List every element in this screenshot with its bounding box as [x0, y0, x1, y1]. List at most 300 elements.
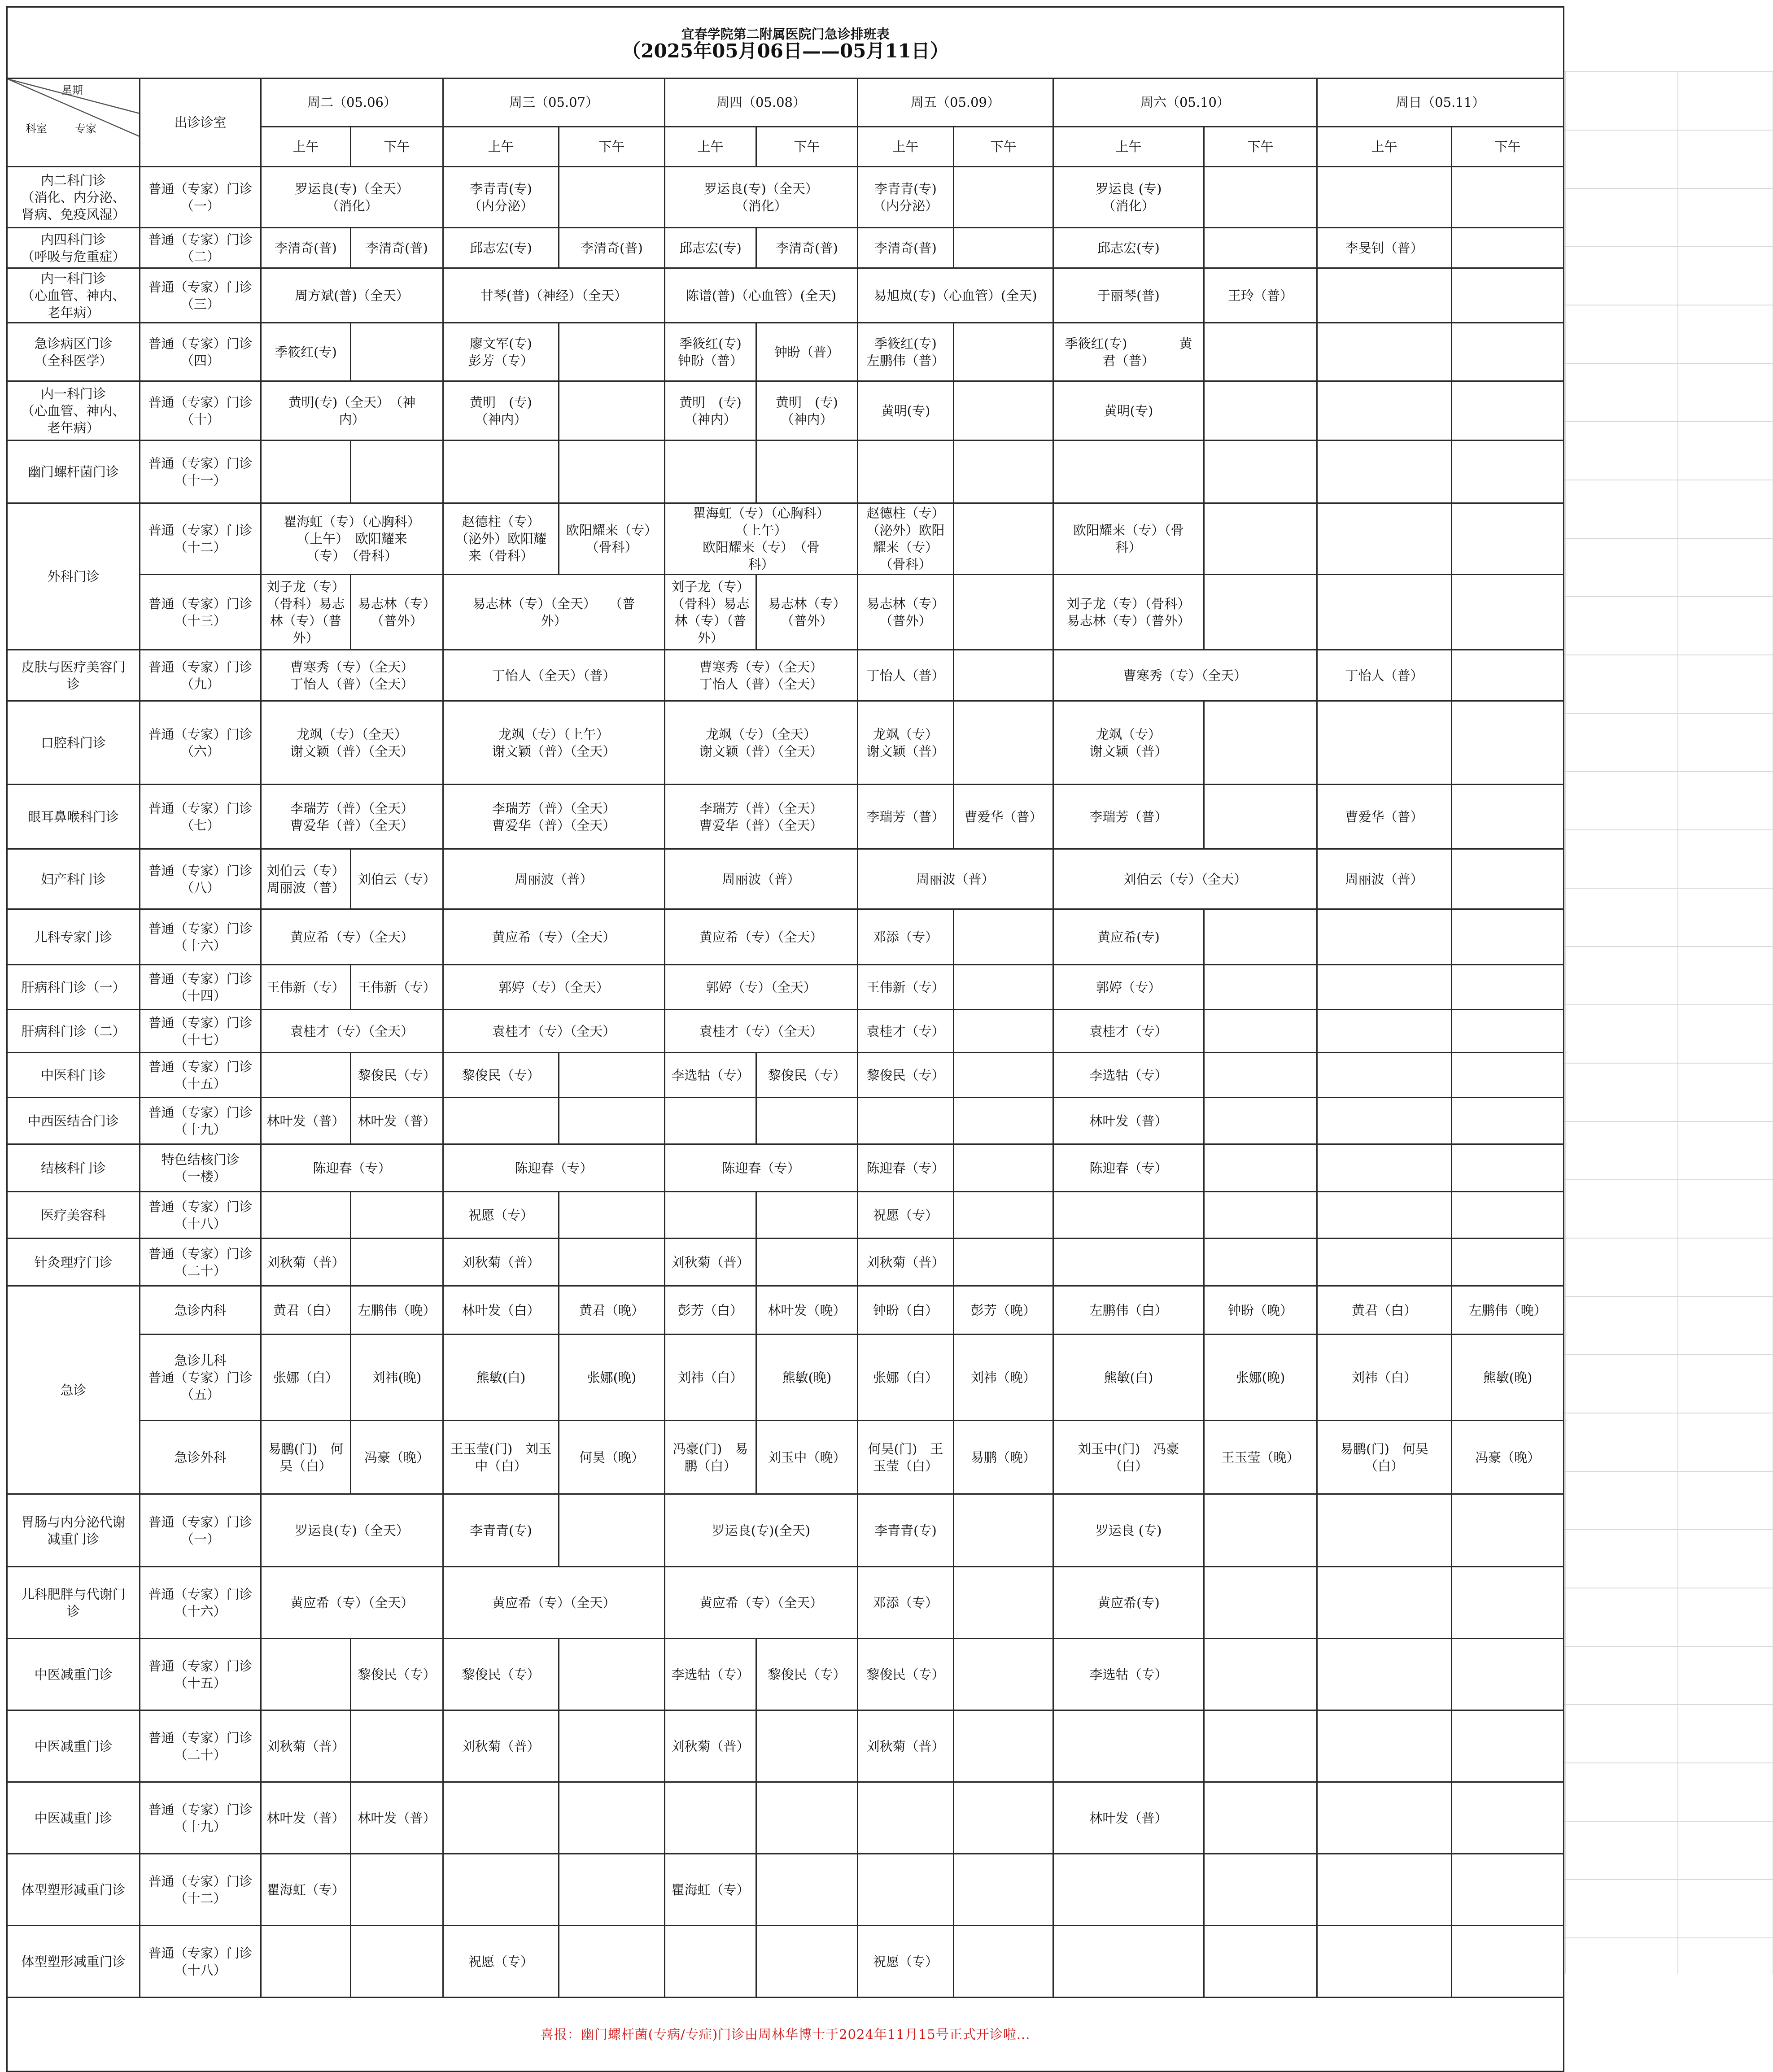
schedule-cell: 林叶发（普）	[261, 1782, 351, 1854]
schedule-cell	[443, 1098, 559, 1144]
room-cell: 普通（专家）门诊 （十九）	[140, 1782, 261, 1854]
schedule-cell: 李清奇(普)	[756, 228, 858, 268]
schedule-cell: 林叶发（普）	[1053, 1098, 1204, 1144]
schedule-cell	[1452, 1010, 1564, 1053]
schedule-cell: 彭芳（白）	[665, 1286, 756, 1335]
dept-cell: 中西医结合门诊	[7, 1098, 140, 1144]
schedule-cell	[665, 441, 756, 503]
table-row	[7, 1098, 1564, 1144]
schedule-cell	[1452, 785, 1564, 849]
schedule-cell: 陈迎春（专）	[443, 1144, 665, 1192]
schedule-cell	[1204, 1926, 1317, 1998]
schedule-cell	[954, 1782, 1053, 1854]
schedule-cell: 罗运良(专)(全天)	[665, 1494, 858, 1567]
schedule-cell	[1452, 1710, 1564, 1782]
schedule-cell: 易志林（专） （普外）	[858, 575, 954, 650]
schedule-cell	[1452, 323, 1564, 381]
schedule-cell	[1204, 441, 1317, 503]
schedule-cell	[261, 1053, 351, 1098]
table-row	[7, 1053, 1564, 1098]
schedule-cell: 林叶发（晚）	[756, 1286, 858, 1335]
table-row	[7, 575, 1564, 650]
schedule-cell: 黎俊民（专）	[858, 1639, 954, 1710]
schedule-cell: 林叶发（普）	[261, 1098, 351, 1144]
table-row	[7, 1782, 1564, 1854]
schedule-cell: 刘伯云（专）（全天）	[1053, 849, 1317, 909]
schedule-cell	[1317, 1854, 1452, 1926]
schedule-cell	[954, 1098, 1053, 1144]
table-row	[7, 441, 1564, 503]
table-row	[7, 323, 1564, 381]
schedule-cell	[1204, 381, 1317, 441]
schedule-cell: 李清奇(普)	[858, 228, 954, 268]
schedule-cell: 龙飒（专）（上午） 谢文颖（普）（全天）	[443, 701, 665, 785]
schedule-cell: 黄君（白）	[261, 1286, 351, 1335]
schedule-cell	[1204, 575, 1317, 650]
schedule-cell: 黄明 (专) （神内）	[665, 381, 756, 441]
schedule-cell	[665, 1098, 756, 1144]
schedule-cell: 曹寒秀（专）（全天） 丁怡人（普）（全天）	[665, 650, 858, 701]
schedule-cell: 刘秋菊（普）	[443, 1710, 559, 1782]
schedule-cell: 邱志宏(专)	[443, 228, 559, 268]
table-row	[7, 1710, 1564, 1782]
schedule-cell: 郭婷（专）	[1053, 965, 1204, 1010]
dept-cell: 外科门诊	[7, 503, 140, 650]
dept-cell: 体型塑形减重门诊	[7, 1926, 140, 1998]
schedule-cell	[559, 1239, 665, 1286]
schedule-cell	[351, 1710, 443, 1782]
schedule-cell: 黄明(专)（全天） （神 内）	[261, 381, 443, 441]
schedule-cell	[1452, 268, 1564, 323]
table-row	[7, 965, 1564, 1010]
schedule-cell	[1452, 849, 1564, 909]
schedule-cell: 周丽波（普）	[1317, 849, 1452, 909]
schedule-cell: 郭婷（专）（全天）	[443, 965, 665, 1010]
schedule-cell: 罗运良 (专)	[1053, 1494, 1204, 1567]
schedule-cell: 丁怡人（普）	[1317, 650, 1452, 701]
schedule-cell	[1452, 503, 1564, 575]
schedule-cell	[559, 1639, 665, 1710]
schedule-cell: 王玲（普）	[1204, 268, 1317, 323]
schedule-cell	[1204, 1854, 1317, 1926]
room-cell: 普通（专家）门诊 （三）	[140, 268, 261, 323]
schedule-cell	[954, 1567, 1053, 1639]
schedule-cell: 左鹏伟（晚）	[1452, 1286, 1564, 1335]
schedule-cell	[954, 1710, 1053, 1782]
schedule-cell: 刘祎（晚）	[954, 1335, 1053, 1421]
schedule-cell: 李青青(专) （内分泌）	[858, 167, 954, 228]
schedule-cell: 刘子龙（专） （骨科）易志 林（专）（普 外）	[261, 575, 351, 650]
table-row	[7, 381, 1564, 441]
schedule-cell	[1204, 503, 1317, 575]
schedule-cell	[954, 909, 1053, 965]
schedule-cell: 龙飒（专） 谢文颖（普）	[1053, 701, 1204, 785]
schedule-cell: 袁桂才（专）	[858, 1010, 954, 1053]
schedule-cell: 易旭岚(专)（心血管）(全天)	[858, 268, 1053, 323]
schedule-cell	[261, 1639, 351, 1710]
schedule-cell: 李清奇(普)	[559, 228, 665, 268]
schedule-cell: 周方斌(普)（全天）	[261, 268, 443, 323]
table-row	[7, 1192, 1564, 1239]
table-row	[7, 1494, 1564, 1567]
table-row	[7, 1854, 1564, 1926]
schedule-cell	[1204, 1494, 1317, 1567]
schedule-cell	[443, 1782, 559, 1854]
schedule-cell	[954, 503, 1053, 575]
schedule-cell: 季筱红(专) 黄 君（普）	[1053, 323, 1204, 381]
table-row	[7, 701, 1564, 785]
dept-cell: 妇产科门诊	[7, 849, 140, 909]
schedule-cell	[1204, 1192, 1317, 1239]
schedule-cell: 欧阳耀来（专） （骨科）	[559, 503, 665, 575]
schedule-cell	[954, 441, 1053, 503]
schedule-cell	[1317, 1053, 1452, 1098]
title-line1: 宜春学院第二附属医院门急诊排班表	[681, 26, 890, 42]
schedule-cell	[1317, 1192, 1452, 1239]
schedule-cell	[1204, 1639, 1317, 1710]
dept-cell: 急诊病区门诊 （全科医学）	[7, 323, 140, 381]
table-row	[7, 909, 1564, 965]
schedule-cell: 钟盼（普）	[756, 323, 858, 381]
table-row	[7, 1010, 1564, 1053]
schedule-cell	[1452, 381, 1564, 441]
schedule-cell: 袁桂才（专）（全天）	[443, 1010, 665, 1053]
room-cell: 普通（专家）门诊 （二）	[140, 228, 261, 268]
schedule-cell: 郭婷（专）（全天）	[665, 965, 858, 1010]
schedule-cell: 刘玉中（晚）	[756, 1421, 858, 1494]
schedule-cell: 李选牯（专）	[665, 1053, 756, 1098]
schedule-cell: 冯豪（晚）	[351, 1421, 443, 1494]
schedule-cell	[1452, 1239, 1564, 1286]
schedule-sheet	[6, 6, 1563, 2072]
schedule-cell: 黄应希(专)	[1053, 1567, 1204, 1639]
pm-header: 下午	[954, 127, 1053, 166]
schedule-cell	[1452, 1782, 1564, 1854]
schedule-table	[6, 6, 1564, 2072]
schedule-cell	[559, 1782, 665, 1854]
schedule-cell: 何昊（晚）	[559, 1421, 665, 1494]
schedule-cell: 李瑞芳（普）（全天） 曹爱华（普）（全天）	[665, 785, 858, 849]
schedule-cell	[351, 1239, 443, 1286]
schedule-cell: 刘伯云（专） 周丽波（普）	[261, 849, 351, 909]
dept-cell: 幽门螺杆菌门诊	[7, 441, 140, 503]
schedule-cell	[1317, 1782, 1452, 1854]
room-cell: 普通（专家）门诊 （二十）	[140, 1710, 261, 1782]
schedule-cell	[261, 1926, 351, 1998]
schedule-cell	[1053, 1192, 1204, 1239]
room-cell: 普通（专家）门诊 （七）	[140, 785, 261, 849]
schedule-cell	[1204, 1053, 1317, 1098]
schedule-cell: 熊敏(晚)	[756, 1335, 858, 1421]
schedule-cell: 李青青(专) （内分泌）	[443, 167, 559, 228]
schedule-cell: 曹寒秀（专）（全天） 丁怡人（普）（全天）	[261, 650, 443, 701]
schedule-cell	[559, 1192, 665, 1239]
schedule-cell: 刘秋菊（普）	[858, 1239, 954, 1286]
schedule-cell: 刘玉中(门) 冯豪 （白）	[1053, 1421, 1204, 1494]
schedule-cell	[756, 1782, 858, 1854]
schedule-cell: 易志林（专） （普外）	[351, 575, 443, 650]
schedule-cell: 林叶发（普）	[1053, 1782, 1204, 1854]
schedule-cell: 黄应希（专）（全天）	[443, 1567, 665, 1639]
room-cell: 普通（专家）门诊 （十）	[140, 381, 261, 441]
schedule-cell	[261, 441, 351, 503]
schedule-cell	[1317, 1010, 1452, 1053]
schedule-cell: 龙飒（专）（全天） 谢文颖（普）（全天）	[665, 701, 858, 785]
am-header: 上午	[665, 127, 756, 166]
schedule-cell	[954, 1494, 1053, 1567]
schedule-cell: 冯豪(门) 易 鹏（白）	[665, 1421, 756, 1494]
room-cell: 普通（专家）门诊 （一）	[140, 1494, 261, 1567]
dept-cell: 儿科肥胖与代谢门 诊	[7, 1567, 140, 1639]
room-cell: 普通（专家）门诊 （八）	[140, 849, 261, 909]
schedule-cell: 李旻钊（普）	[1317, 228, 1452, 268]
schedule-cell	[954, 381, 1053, 441]
schedule-cell	[559, 1494, 665, 1567]
schedule-cell: 罗运良(专)（全天）	[261, 1494, 443, 1567]
schedule-cell	[1204, 785, 1317, 849]
schedule-cell: 赵德柱（专） （泌外）欧阳 耀来（专） （骨科）	[858, 503, 954, 575]
room-cell: 普通（专家）门诊 （十一）	[140, 441, 261, 503]
schedule-cell: 左鹏伟（晚）	[351, 1286, 443, 1335]
table-row	[7, 1567, 1564, 1639]
schedule-cell	[1317, 965, 1452, 1010]
schedule-cell: 张娜(晚)	[1204, 1335, 1317, 1421]
pm-header: 下午	[756, 127, 858, 166]
schedule-cell: 彭芳（晚）	[954, 1286, 1053, 1335]
schedule-cell	[1204, 1098, 1317, 1144]
dept-cell: 内二科门诊 （消化、内分泌、 肾病、免疫风湿）	[7, 167, 140, 228]
schedule-cell: 邱志宏(专)	[665, 228, 756, 268]
schedule-cell: 龙飒（专） 谢文颖（普）	[858, 701, 954, 785]
dept-cell: 中医减重门诊	[7, 1782, 140, 1854]
schedule-cell: 曹爱华（普）	[954, 785, 1053, 849]
schedule-cell: 祝愿（专）	[858, 1192, 954, 1239]
dept-cell: 内四科门诊 （呼吸与危重症）	[7, 228, 140, 268]
schedule-cell	[443, 441, 559, 503]
schedule-cell: 黄明 (专) （神内）	[756, 381, 858, 441]
room-cell: 普通（专家）门诊 （一）	[140, 167, 261, 228]
schedule-cell	[1204, 228, 1317, 268]
schedule-cell	[1053, 1239, 1204, 1286]
schedule-cell: 丁怡人（全天）（普）	[443, 650, 665, 701]
schedule-cell: 刘秋菊（普）	[665, 1710, 756, 1782]
schedule-cell: 黎俊民（专）	[756, 1639, 858, 1710]
schedule-cell: 瞿海虹（专）（心胸科） （上午） 欧阳耀来（专） （骨 科）	[665, 503, 858, 575]
schedule-cell: 季筱红(专) 左鹏伟（普）	[858, 323, 954, 381]
schedule-cell	[559, 1854, 665, 1926]
room-cell: 普通（专家）门诊 （十二）	[140, 1854, 261, 1926]
schedule-cell: 熊敏(白)	[443, 1335, 559, 1421]
schedule-cell: 丁怡人（普）	[858, 650, 954, 701]
schedule-cell	[665, 1926, 756, 1998]
schedule-cell: 黄君（白）	[1317, 1286, 1452, 1335]
dept-cell: 医疗美容科	[7, 1192, 140, 1239]
schedule-cell	[1317, 167, 1452, 228]
dept-cell: 针灸理疗门诊	[7, 1239, 140, 1286]
schedule-cell	[954, 228, 1053, 268]
schedule-cell	[756, 441, 858, 503]
schedule-cell: 黄明 (专) （神内）	[443, 381, 559, 441]
day-header-sat: 周六（05.10）	[1053, 79, 1317, 127]
schedule-cell	[1452, 228, 1564, 268]
schedule-cell	[1452, 167, 1564, 228]
schedule-cell	[756, 1854, 858, 1926]
schedule-cell	[1317, 701, 1452, 785]
table-row	[7, 1286, 1564, 1335]
schedule-cell	[1317, 381, 1452, 441]
schedule-cell: 陈迎春（专）	[1053, 1144, 1204, 1192]
schedule-cell	[1452, 701, 1564, 785]
schedule-cell: 李选牯（专）	[1053, 1053, 1204, 1098]
schedule-cell	[443, 1854, 559, 1926]
schedule-cell: 刘祎（白）	[1317, 1335, 1452, 1421]
schedule-cell	[1317, 441, 1452, 503]
schedule-cell: 黄应希（专）（全天）	[261, 909, 443, 965]
room-header: 出诊诊室	[140, 79, 261, 167]
dept-cell: 结核科门诊	[7, 1144, 140, 1192]
schedule-cell: 张娜(晚)	[559, 1335, 665, 1421]
schedule-cell: 冯豪（晚）	[1452, 1421, 1564, 1494]
schedule-cell	[1053, 1926, 1204, 1998]
schedule-cell: 袁桂才（专）	[1053, 1010, 1204, 1053]
am-header: 上午	[1053, 127, 1204, 166]
schedule-cell: 祝愿（专）	[858, 1926, 954, 1998]
schedule-cell	[1317, 323, 1452, 381]
schedule-cell	[1053, 1710, 1204, 1782]
schedule-cell: 王伟新（专）	[261, 965, 351, 1010]
schedule-cell	[1053, 441, 1204, 503]
schedule-cell: 易鹏（晚）	[954, 1421, 1053, 1494]
schedule-cell	[559, 381, 665, 441]
schedule-cell	[1204, 167, 1317, 228]
schedule-cell	[954, 1639, 1053, 1710]
am-header: 上午	[858, 127, 954, 166]
schedule-cell	[756, 1239, 858, 1286]
schedule-cell: 易志林（专）（全天） （普 外）	[443, 575, 665, 650]
schedule-cell: 黄应希（专）（全天）	[261, 1567, 443, 1639]
schedule-cell: 李青青(专)	[443, 1494, 559, 1567]
schedule-cell: 黄应希(专)	[1053, 909, 1204, 965]
schedule-cell	[1452, 1494, 1564, 1567]
schedule-cell: 龙飒（专）（全天） 谢文颖（普）（全天）	[261, 701, 443, 785]
day-header-tue: 周二（05.06）	[261, 79, 443, 127]
dept-cell: 中医减重门诊	[7, 1710, 140, 1782]
schedule-cell	[954, 1053, 1053, 1098]
schedule-cell	[954, 1854, 1053, 1926]
schedule-cell: 周丽波（普）	[443, 849, 665, 909]
schedule-cell	[954, 1239, 1053, 1286]
am-header: 上午	[261, 127, 351, 166]
schedule-cell: 刘秋菊（普）	[858, 1710, 954, 1782]
schedule-cell	[1317, 1710, 1452, 1782]
schedule-cell	[756, 1926, 858, 1998]
schedule-cell	[1204, 1782, 1317, 1854]
schedule-cell: 周丽波（普）	[665, 849, 858, 909]
schedule-cell	[665, 1782, 756, 1854]
schedule-cell: 黎俊民（专）	[351, 1639, 443, 1710]
schedule-cell	[954, 965, 1053, 1010]
room-cell: 普通（专家）门诊 （十九）	[140, 1098, 261, 1144]
day-header-thu: 周四（05.08）	[665, 79, 858, 127]
schedule-cell: 邓添（专）	[858, 1567, 954, 1639]
table-row	[7, 785, 1564, 849]
schedule-cell	[954, 1144, 1053, 1192]
title-date-range: （2025年05月06日——05月11日）	[622, 40, 949, 62]
schedule-cell	[559, 1053, 665, 1098]
schedule-cell: 王玉莹(门) 刘玉 中（白）	[443, 1421, 559, 1494]
schedule-cell	[1452, 575, 1564, 650]
schedule-cell	[1452, 441, 1564, 503]
schedule-cell: 陈迎春（专）	[858, 1144, 954, 1192]
schedule-cell	[1317, 1144, 1452, 1192]
day-header-sun: 周日（05.11）	[1317, 79, 1564, 127]
schedule-cell: 罗运良(专)（全天） （消化）	[665, 167, 858, 228]
schedule-cell	[858, 1854, 954, 1926]
dept-cell: 口腔科门诊	[7, 701, 140, 785]
schedule-cell: 季筱红(专)	[261, 323, 351, 381]
table-row	[7, 503, 1564, 575]
table-row	[7, 1144, 1564, 1192]
schedule-cell: 刘子龙（专） （骨科）易志 林（专）（普 外）	[665, 575, 756, 650]
schedule-cell: 陈谱(普)（心血管）(全天)	[665, 268, 858, 323]
schedule-cell: 罗运良 (专) （消化）	[1053, 167, 1204, 228]
schedule-cell	[858, 441, 954, 503]
schedule-cell	[954, 701, 1053, 785]
schedule-cell	[1317, 1494, 1452, 1567]
schedule-cell: 王伟新（专）	[858, 965, 954, 1010]
schedule-cell	[954, 650, 1053, 701]
corner-header	[7, 79, 140, 167]
schedule-cell	[1204, 1239, 1317, 1286]
room-cell: 普通（专家）门诊 （十四）	[140, 965, 261, 1010]
schedule-cell: 袁桂才（专）（全天）	[261, 1010, 443, 1053]
schedule-cell: 李清奇(普)	[261, 228, 351, 268]
room-cell: 普通（专家）门诊 （十五）	[140, 1053, 261, 1098]
schedule-cell	[1204, 965, 1317, 1010]
schedule-cell	[351, 441, 443, 503]
room-cell: 普通（专家）门诊 （十八）	[140, 1192, 261, 1239]
dept-cell: 肝病科门诊（一）	[7, 965, 140, 1010]
schedule-cell	[1452, 1192, 1564, 1239]
schedule-cell: 李清奇(普)	[351, 228, 443, 268]
dept-cell: 急诊	[7, 1286, 140, 1494]
schedule-cell	[1452, 965, 1564, 1010]
schedule-cell: 黎俊民（专）	[858, 1053, 954, 1098]
schedule-cell	[954, 1192, 1053, 1239]
schedule-cell	[1204, 323, 1317, 381]
schedule-cell: 易鹏(门) 何 昊（白）	[261, 1421, 351, 1494]
room-cell: 急诊内科	[140, 1286, 261, 1335]
schedule-cell: 欧阳耀来（专）（骨 科）	[1053, 503, 1204, 575]
schedule-cell: 张娜（白）	[261, 1335, 351, 1421]
schedule-cell: 张娜（白）	[858, 1335, 954, 1421]
room-cell: 普通（专家）门诊 （十七）	[140, 1010, 261, 1053]
schedule-cell	[954, 1010, 1053, 1053]
table-row	[7, 228, 1564, 268]
schedule-cell	[1452, 1144, 1564, 1192]
room-cell: 普通（专家）门诊 （十八）	[140, 1926, 261, 1998]
schedule-cell: 邓添（专）	[858, 909, 954, 965]
dept-cell: 中医减重门诊	[7, 1639, 140, 1710]
schedule-cell: 黄明(专)	[1053, 381, 1204, 441]
schedule-cell: 刘秋菊（普）	[261, 1710, 351, 1782]
day-header-fri: 周五（05.09）	[858, 79, 1053, 127]
schedule-cell: 瞿海虹（专）（心胸科） （上午） 欧阳耀来 （专） （骨科）	[261, 503, 443, 575]
schedule-cell: 于丽琴(普)	[1053, 268, 1204, 323]
room-cell: 普通（专家）门诊 （十六）	[140, 1567, 261, 1639]
schedule-cell	[559, 323, 665, 381]
schedule-cell: 刘伯云（专）	[351, 849, 443, 909]
